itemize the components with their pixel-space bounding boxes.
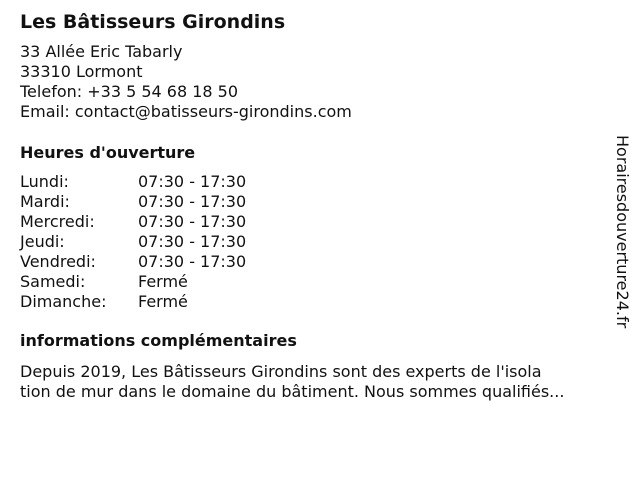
hours-row-tuesday: [20, 192, 600, 212]
time-value: 07:30 - 17:30: [138, 232, 247, 251]
address-street: 33 Allée Eric Tabarly: [20, 42, 183, 61]
time-value: Fermé: [138, 292, 188, 311]
opening-hours-heading: Heures d'ouverture: [20, 143, 196, 162]
hours-row-wednesday: [20, 212, 600, 232]
business-card: [20, 10, 600, 402]
address-city: 33310 Lormont: [20, 62, 143, 81]
time-value: Fermé: [138, 272, 188, 291]
hours-row-saturday: [20, 272, 600, 292]
day-label: Jeudi:: [20, 232, 65, 251]
description-line: Depuis 2019, Les Bâtisseurs Girondins sont des experts de l'isola: [20, 362, 542, 381]
site-watermark: Horairesdouverture24.fr: [613, 135, 632, 329]
business-description: [20, 362, 600, 402]
hours-row-monday: [20, 172, 600, 192]
hours-row-friday: [20, 252, 600, 272]
day-label: Dimanche:: [20, 292, 107, 311]
day-label: Mardi:: [20, 192, 70, 211]
time-value: 07:30 - 17:30: [138, 252, 247, 271]
email-address: Email: contact@batisseurs-girondins.com: [20, 102, 352, 121]
day-label: Vendredi:: [20, 252, 96, 271]
time-value: 07:30 - 17:30: [138, 172, 247, 191]
time-value: 07:30 - 17:30: [138, 192, 247, 211]
phone-number: Telefon: +33 5 54 68 18 50: [20, 82, 239, 101]
hours-row-sunday: [20, 292, 600, 312]
description-line: tion de mur dans le domaine du bâtiment. Nous sommes qualifiés...: [20, 382, 565, 401]
day-label: Samedi:: [20, 272, 86, 291]
day-label: Lundi:: [20, 172, 69, 191]
additional-info-heading: informations complémentaires: [20, 331, 297, 350]
business-name: Les Bâtisseurs Girondins: [20, 11, 286, 33]
time-value: 07:30 - 17:30: [138, 212, 247, 231]
day-label: Mercredi:: [20, 212, 95, 231]
hours-row-thursday: [20, 232, 600, 252]
